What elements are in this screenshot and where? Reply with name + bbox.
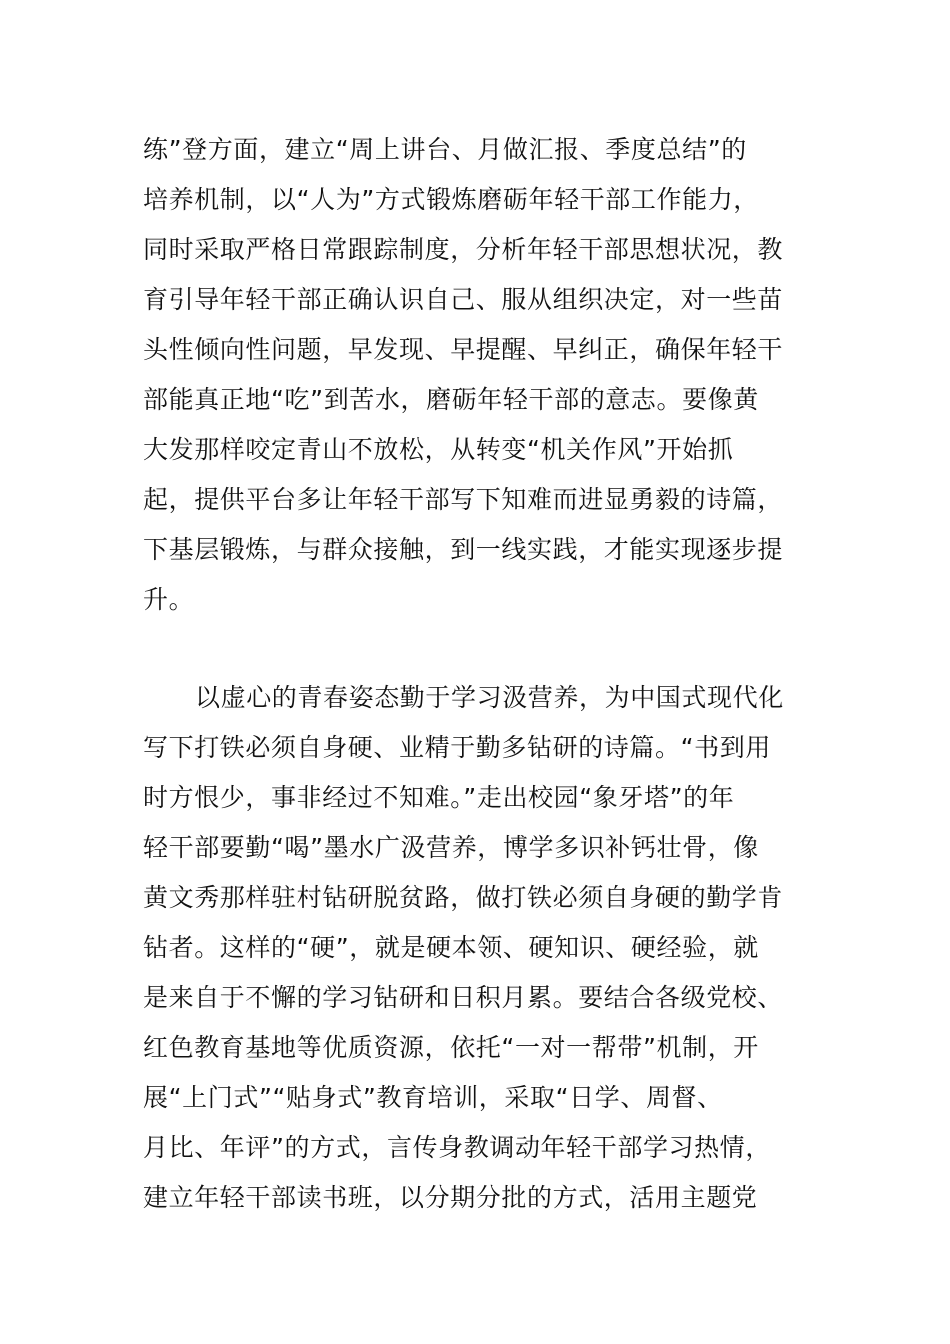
paragraph-1 xyxy=(143,125,813,625)
paragraph-line: 下基层锻炼，与群众接触，到一线实践，才能实现逐步提 xyxy=(143,535,784,564)
paragraph-line: 黄文秀那样驻村钻研脱贫路，做打铁必须自身硬的勤学肯 xyxy=(143,883,784,912)
paragraph-line: 头性倾向性问题，早发现、早提醒、早纠正，确保年轻干 xyxy=(143,335,784,364)
paragraph-line: 大发那样咬定青山不放松，从转变“机关作风”开始抓 xyxy=(143,435,734,464)
paragraph-line: 部能真正地“吃”到苦水，磨砺年轻干部的意志。要像黄 xyxy=(143,385,759,414)
paragraph-line: 培养机制，以“人为”方式锻炼磨砺年轻干部工作能力， xyxy=(143,185,759,214)
paragraph-line: 起，提供平台多让年轻干部写下知难而进显勇毅的诗篇， xyxy=(143,485,784,514)
paragraph-line: 练”登方面，建立“周上讲台、月做汇报、季度总结”的 xyxy=(143,135,747,164)
paragraph-line: 时方恨少，事非经过不知难。”走出校园“象牙塔”的年 xyxy=(143,783,735,812)
paragraph-line: 是来自于不懈的学习钻研和日积月累。要结合各级党校、 xyxy=(143,983,784,1012)
paragraph-first-line: 以虚心的青春姿态勤于学习汲营养，为中国式现代化 xyxy=(195,683,784,712)
paragraph-line: 建立年轻干部读书班，以分期分批的方式，活用主题党 xyxy=(143,1183,758,1212)
paragraph-line: 育引导年轻干部正确认识自己、服从组织决定，对一些苗 xyxy=(143,285,784,314)
paragraph-line: 月比、年评”的方式，言传身教调动年轻干部学习热情， xyxy=(143,1133,771,1162)
paragraph-line: 升。 xyxy=(143,585,195,614)
paragraph-2 xyxy=(143,673,813,1223)
paragraph-line: 展“上门式”“贴身式”教育培训，采取“日学、周督、 xyxy=(143,1083,723,1112)
paragraph-line: 红色教育基地等优质资源，依托“一对一帮带”机制，开 xyxy=(143,1033,759,1062)
paragraph-line: 写下打铁必须自身硬、业精于勤多钻研的诗篇。“书到用 xyxy=(143,733,771,762)
paragraph-line: 钻者。这样的“硬”，就是硬本领、硬知识、硬经验，就 xyxy=(143,933,759,962)
paragraph-line: 同时采取严格日常跟踪制度，分析年轻干部思想状况，教 xyxy=(143,235,784,264)
paragraph-line: 轻干部要勤“喝”墨水广汲营养，博学多识补钙壮骨，像 xyxy=(143,833,759,862)
